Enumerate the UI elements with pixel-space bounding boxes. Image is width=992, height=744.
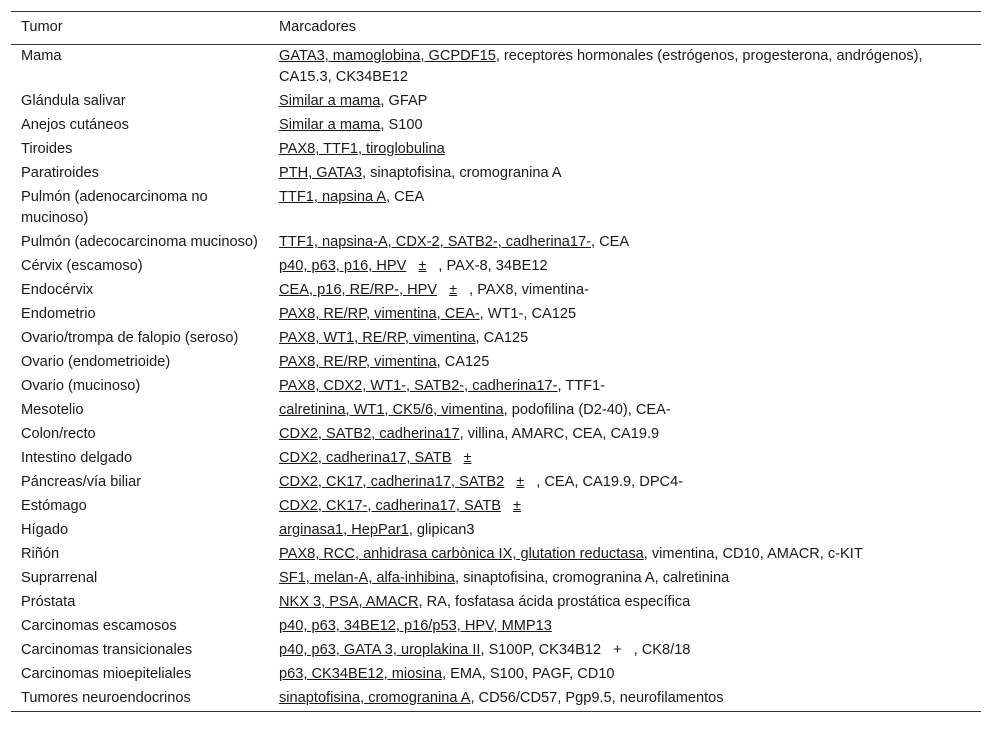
tumor-cell: Colon/recto xyxy=(21,426,96,442)
marker-text: , WT1-, CA125 xyxy=(479,306,577,322)
tumor-cell: Carcinomas escamosos xyxy=(21,618,177,634)
tumor-cell: Endometrio xyxy=(21,306,96,322)
tumor-cell: Tiroides xyxy=(21,141,73,157)
markers-cell xyxy=(269,90,981,114)
tumor-cell: Ovario (endometrioide) xyxy=(21,354,171,370)
plus-minus-mark: ± xyxy=(418,258,427,274)
tumor-cell: Cérvix (escamoso) xyxy=(21,258,143,274)
marker-text: SF1, melan-A, alfa-inhibina xyxy=(279,570,456,586)
markers-cell xyxy=(269,186,981,231)
marker-text: , PAX8, vimentina- xyxy=(469,282,589,298)
marker-text: PAX8, RE/RP, vimentina xyxy=(279,354,437,370)
marker-text: , EMA, S100, PAGF, CD10 xyxy=(442,666,615,682)
table-row xyxy=(11,519,981,543)
markers-cell xyxy=(269,45,981,91)
table-row xyxy=(11,327,981,351)
marker-text: , CEA, CA19.9, DPC4- xyxy=(536,474,684,490)
plus-minus-mark: ± xyxy=(512,498,521,514)
marker-text: , PAX-8, 34BE12 xyxy=(438,258,548,274)
tumor-cell: Ovario (mucinoso) xyxy=(21,378,141,394)
header-tumor: Tumor xyxy=(11,12,269,45)
marker-text: , receptores hormonales (estrógenos, progesterona, andrógenos), CA15.3, CK34BE12 xyxy=(279,48,923,85)
marker-text: , CEA xyxy=(591,234,630,250)
tumor-cell: Mesotelio xyxy=(21,402,84,418)
marker-text: , CA125 xyxy=(436,354,490,370)
markers-cell xyxy=(269,423,981,447)
markers-cell xyxy=(269,375,981,399)
marker-text: TTF1, napsina A xyxy=(279,189,387,205)
table-body xyxy=(11,45,981,712)
marker-text: TTF1, napsina-A, CDX-2, SATB2-, cadherina17- xyxy=(279,234,591,250)
marker-text: p40, p63, 34BE12, p16/p53, HPV, MMP13 xyxy=(279,618,552,634)
marker-text: , CA125 xyxy=(475,330,529,346)
tumor-cell: Carcinomas transicionales xyxy=(21,642,193,658)
markers-table xyxy=(11,11,981,712)
marker-text: , CD56/CD57, Pgp9.5, neurofilamentos xyxy=(470,690,724,706)
marker-text: PAX8, RE/RP, vimentina, CEA- xyxy=(279,306,480,322)
markers-cell xyxy=(269,138,981,162)
header-row xyxy=(11,12,981,45)
markers-cell xyxy=(269,639,981,663)
table-row xyxy=(11,351,981,375)
tumor-cell: Páncreas/vía biliar xyxy=(21,474,142,490)
table-row xyxy=(11,90,981,114)
marker-text: sinaptofisina, cromogranina A xyxy=(279,690,471,706)
marker-text: p63, CK34BE12, miosina xyxy=(279,666,443,682)
tumor-cell: Riñón xyxy=(21,546,60,562)
tumor-cell: Anejos cutáneos xyxy=(21,117,129,133)
markers-cell xyxy=(269,519,981,543)
markers-cell xyxy=(269,591,981,615)
marker-text: PTH, GATA3 xyxy=(279,165,362,181)
marker-text: CDX2, cadherina17, SATB xyxy=(279,450,452,466)
marker-text: , podofilina (D2-40), CEA- xyxy=(503,402,671,418)
marker-text: arginasa1, HepPar1 xyxy=(279,522,409,538)
markers-cell xyxy=(269,495,981,519)
marker-text: NKX 3, PSA, AMACR xyxy=(279,594,419,610)
marker-text: , CK8/18 xyxy=(633,642,691,658)
table-row xyxy=(11,231,981,255)
markers-cell xyxy=(269,231,981,255)
table-row xyxy=(11,162,981,186)
table-row xyxy=(11,45,981,91)
tumor-cell: Hígado xyxy=(21,522,69,538)
tumor-cell: Tumores neuroendocrinos xyxy=(11,687,269,712)
table-row xyxy=(11,495,981,519)
tumor-cell: Ovario/trompa de falopio (seroso) xyxy=(21,330,239,346)
table-row xyxy=(11,663,981,687)
table-row xyxy=(11,138,981,162)
table-row xyxy=(11,186,981,231)
plus-minus-mark: + xyxy=(613,642,622,658)
plus-minus-mark: ± xyxy=(463,450,472,466)
table-row xyxy=(11,447,981,471)
marker-text: CEA, p16, RE/RP-, HPV xyxy=(279,282,438,298)
table-row xyxy=(11,279,981,303)
marker-text: , sinaptofisina, cromogranina A, calretinina xyxy=(455,570,730,586)
table-row xyxy=(11,423,981,447)
marker-text: , RA, fosfatasa ácida prostática específica xyxy=(418,594,691,610)
table-row xyxy=(11,255,981,279)
marker-text: p40, p63, GATA 3, uroplakina II xyxy=(279,642,481,658)
markers-cell xyxy=(269,351,981,375)
table-row xyxy=(11,591,981,615)
tumor-cell: Endocérvix xyxy=(21,282,94,298)
table-row xyxy=(11,615,981,639)
marker-text: CDX2, CK17-, cadherina17, SATB xyxy=(279,498,501,514)
tumor-cell: Suprarrenal xyxy=(21,570,98,586)
table-row xyxy=(11,471,981,495)
marker-text: GATA3, mamoglobina, GCPDF15 xyxy=(279,48,496,64)
markers-cell xyxy=(269,279,981,303)
marker-text: PAX8, RCC, anhidrasa carbònica IX, glutation reductasa xyxy=(279,546,644,562)
tumor-cell: Intestino delgado xyxy=(21,450,133,466)
plus-minus-mark: ± xyxy=(516,474,525,490)
table-row xyxy=(11,687,981,712)
table-row xyxy=(11,399,981,423)
table-row xyxy=(11,114,981,138)
markers-cell xyxy=(269,327,981,351)
markers-cell xyxy=(269,114,981,138)
tumor-cell: Glándula salivar xyxy=(21,93,126,109)
marker-text: , sinaptofisina, cromogranina A xyxy=(361,165,562,181)
plus-minus-mark: ± xyxy=(449,282,458,298)
tumor-cell: Pulmón (adenocarcinoma no mucinoso) xyxy=(21,189,208,226)
marker-text: , GFAP xyxy=(380,93,428,109)
marker-text: p40, p63, p16, HPV xyxy=(279,258,407,274)
marker-text: , S100 xyxy=(380,117,423,133)
marker-text: CDX2, CK17, cadherina17, SATB2 xyxy=(279,474,505,490)
marker-text: , CEA xyxy=(386,189,425,205)
markers-cell xyxy=(269,543,981,567)
markers-cell xyxy=(269,162,981,186)
header-markers: Marcadores xyxy=(269,12,981,45)
markers-cell xyxy=(269,615,981,639)
table-row xyxy=(11,567,981,591)
markers-cell xyxy=(269,567,981,591)
marker-text: Similar a mama xyxy=(279,93,381,109)
marker-text: Similar a mama xyxy=(279,117,381,133)
marker-text: , villina, AMARC, CEA, CA19.9 xyxy=(459,426,660,442)
markers-cell xyxy=(269,303,981,327)
marker-text: CDX2, SATB2, cadherina17 xyxy=(279,426,460,442)
marker-text: PAX8, CDX2, WT1-, SATB2-, cadherina17- xyxy=(279,378,558,394)
table-row xyxy=(11,375,981,399)
table-row xyxy=(11,543,981,567)
marker-text: , S100P, CK34B12 xyxy=(480,642,602,658)
tumor-cell: Pulmón (adecocarcinoma mucinoso) xyxy=(21,234,258,250)
tumor-cell: Carcinomas mioepiteliales xyxy=(21,666,192,682)
marker-text: , vimentina, CD10, AMACR, c-KIT xyxy=(643,546,863,562)
markers-cell xyxy=(269,255,981,279)
table-row xyxy=(11,303,981,327)
marker-text: , glipican3 xyxy=(408,522,475,538)
markers-cell xyxy=(269,663,981,687)
tumor-cell: Estómago xyxy=(21,498,87,514)
tumor-cell: Paratiroides xyxy=(21,165,99,181)
tumor-cell: Próstata xyxy=(21,594,76,610)
marker-text: PAX8, TTF1, tiroglobulina xyxy=(279,141,445,157)
markers-cell xyxy=(269,471,981,495)
markers-cell xyxy=(269,399,981,423)
tumor-cell: Mama xyxy=(21,48,62,64)
table-row xyxy=(11,639,981,663)
marker-text: , TTF1- xyxy=(557,378,606,394)
markers-cell xyxy=(269,687,981,712)
marker-text: PAX8, WT1, RE/RP, vimentina xyxy=(279,330,476,346)
markers-cell xyxy=(269,447,981,471)
marker-text: calretinina, WT1, CK5/6, vimentina xyxy=(279,402,504,418)
